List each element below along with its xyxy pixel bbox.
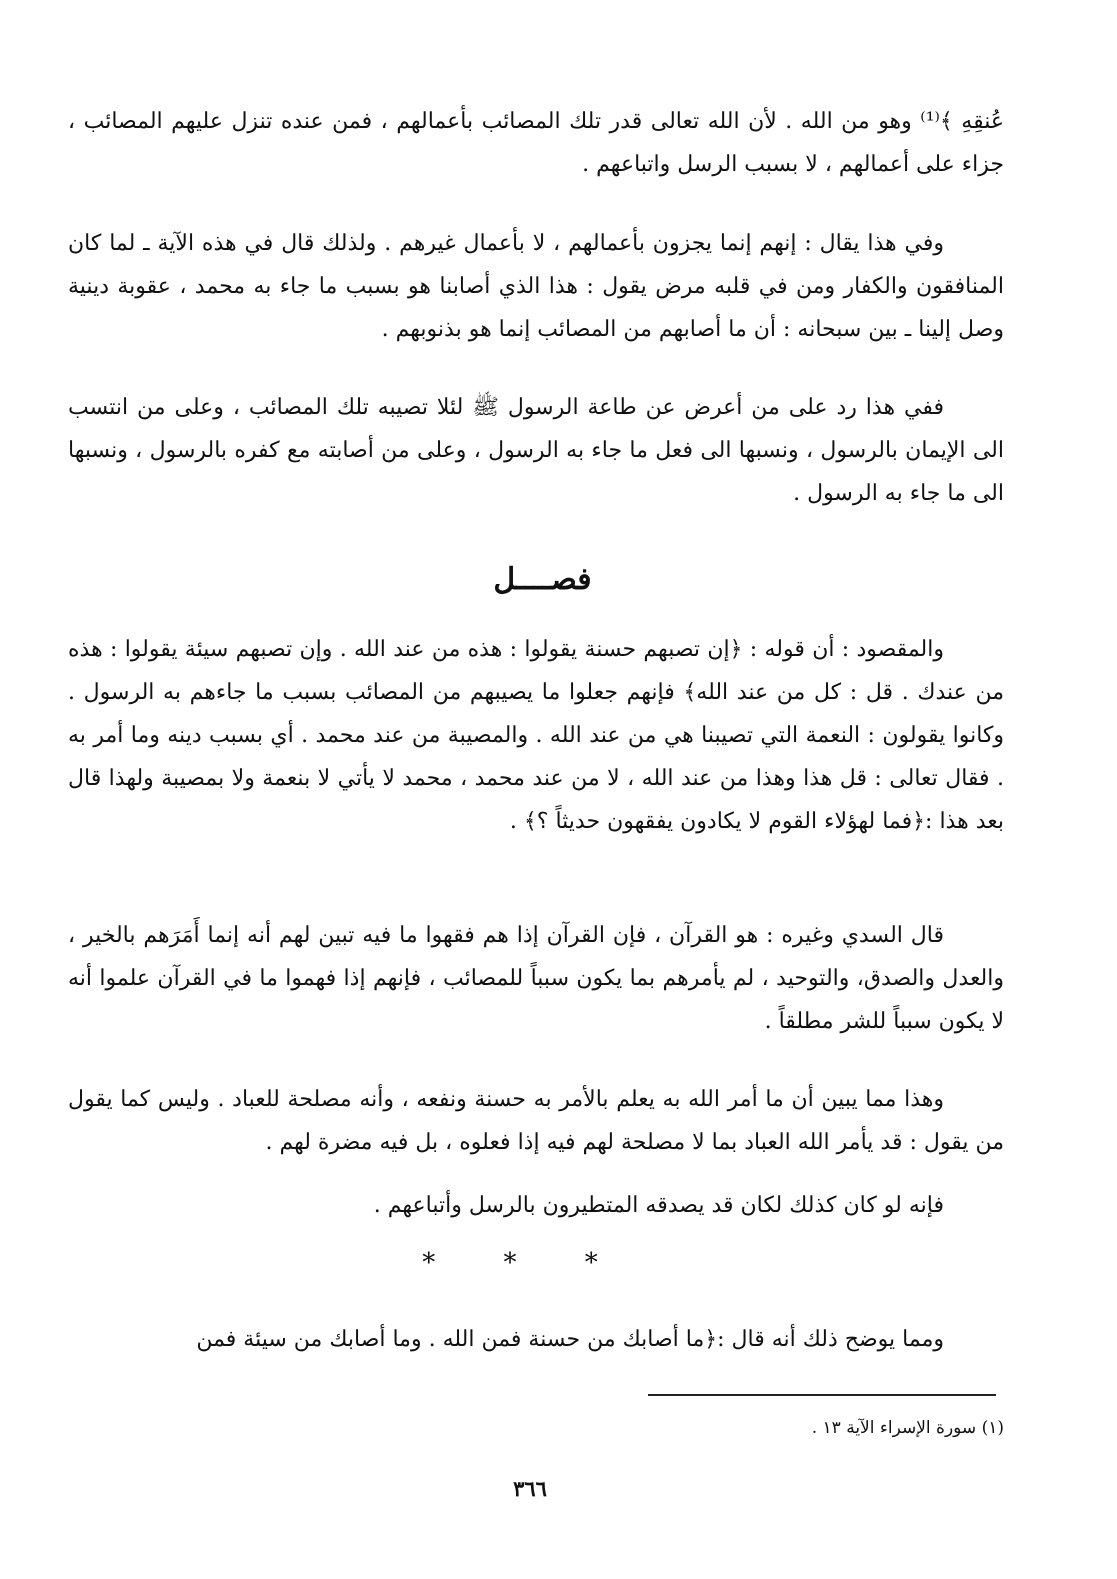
paragraph-conclusion: فإنه لو كان كذلك لكان قد يصدقه المتطيرون بالرسل وأتباعهم . [373,1193,944,1218]
paragraph-refutation: ففي هذا رد على من أعرض عن طاعة الرسول ﷺ لئلا تصيبه تلك المصائب ، وعلى من انتسب الى الإيمان بالرسول ، ونسبها الى فعل ما جاء به الرسول ، وعلى من أصابته مع كفره بالرسول ، ونسبها الى ما جاء به الرسول . [68,395,1004,506]
paragraph-clarification: ومما يوضح ذلك أنه قال :﴿ما أصابك من حسنة فمن الله . وما أصابك من سيئة فمن [196,1327,944,1352]
section-heading: فصــــل [493,562,592,597]
paragraph-continuation: عُنقِهِ ﴾⁽¹⁾ وهو من الله . لأن الله تعالى قدر تلك المصائب بأعمالهم ، فمن عنده تنزل عليهم المصائب ، جزاء على أعمالهم ، لا بسبب الرسل واتباعهم . [68,109,1004,177]
paragraph-command-benefit: وهذا مما يبين أن ما أمر الله به يعلم بالأمر به حسنة ونفعه ، وأنه مصلحة للعباد . وليس كما يقول من يقول : قد يأمر الله العباد بما لا مصلحة لهم فيه إذا فعلوه ، بل فيه مضرة لهم . [68,1087,1004,1155]
asterisk-separator: * * * [422,1248,628,1278]
page-number: ٣٦٦ [513,1476,547,1501]
paragraph-intended-meaning: والمقصود : أن قوله : ﴿إن تصبهم حسنة يقولوا : هذه من عند الله . وإن تصبهم سيئة يقولوا : هذه من عندك . قل : كل من عند الله﴾ فإنهم جعلوا ما يصيبهم من المصائب بسبب ما جاءهم به الرسول . وكانوا يقولون : النعمة التي تصيبنا هي من عند الله . والمصيبة من عند محمد . أي بسبب دينه وما أمر به . فقال تعالى : قل هذا وهذا من عند الله ، لا من عند محمد ، محمد لا يأتي لا بنعمة ولا بمصيبة ولهذا قال بعد هذا :﴿فما لهؤلاء القوم لا يكادون يفقهون حديثاً ؟﴾ . [68,637,1004,834]
footnote: (١) سورة الإسراء الآية ١٣ . [811,1418,1004,1438]
footnote-divider [648,1394,996,1396]
paragraph-punishment-by-deeds: وفي هذا يقال : إنهم إنما يجزون بأعمالهم ، لا بأعمال غيرهم . ولذلك قال في هذه الآية ـ لما كان المنافقون والكفار ومن في قلبه مرض يقول : هذا الذي أصابنا هو بسبب ما جاء به محمد ، عقوبة دينية وصل إلينا ـ بين سبحانه : أن ما أصابهم من المصائب إنما هو بذنوبهم . [68,231,1004,342]
paragraph-suddi-quote: قال السدي وغيره : هو القرآن ، فإن القرآن إذا هم فقهوا ما فيه تبين لهم أنه إنما أَمَرَهم بالخير ، والعدل والصدق، والتوحيد ، لم يأمرهم بما يكون سبباً للمصائب ، فإنهم إذا فهموا ما في القرآن علموا أنه لا يكون سبباً للشر مطلقاً . [68,923,1004,1034]
